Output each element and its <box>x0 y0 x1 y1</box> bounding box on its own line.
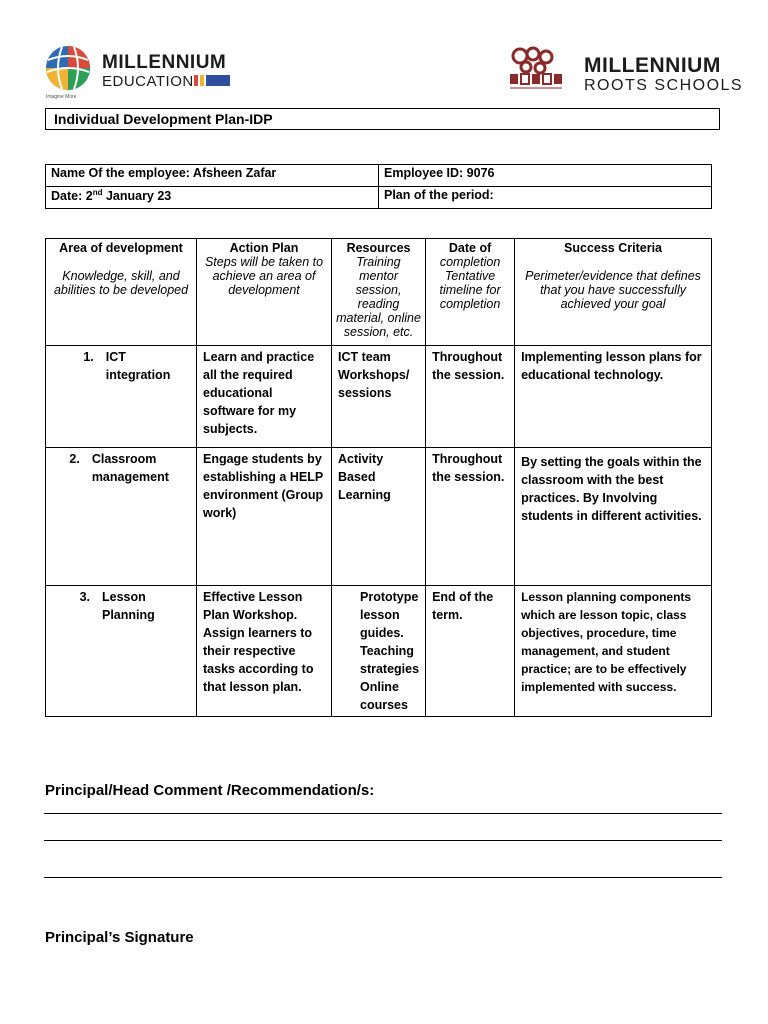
header-title: Success Criteria <box>564 241 663 255</box>
brand-subname: EDUCATION <box>102 73 194 90</box>
date-ordinal: nd <box>92 188 103 197</box>
table-row <box>46 586 712 717</box>
date-cell: End of the term. <box>426 586 515 717</box>
table-row <box>46 346 712 448</box>
row-number: 2. <box>69 452 80 466</box>
table-row <box>46 187 712 209</box>
action-cell: Engage students by establishing a HELP environment (Group work) <box>197 448 332 586</box>
date-prefix: Date: 2 <box>51 189 93 204</box>
action-cell: Learn and practice all the required educational software for my subjects. <box>197 346 332 448</box>
comment-line <box>44 840 722 841</box>
header-success-criteria <box>515 239 712 346</box>
employee-info-table <box>45 164 712 209</box>
employee-name: Name Of the employee: Afsheen Zafar <box>46 165 379 187</box>
resources-cell: ICT team Workshops/ sessions <box>332 346 426 448</box>
area-label: Lesson Planning <box>102 590 155 622</box>
date-field <box>46 187 379 209</box>
area-label: ICT integration <box>105 350 171 382</box>
globe-icon <box>44 44 92 92</box>
resources-cell: Activity Based Learning <box>332 448 426 586</box>
header-resources <box>332 239 426 346</box>
header-subtitle: completion Tentative timeline for completion <box>439 255 501 311</box>
roots-brand-subname: ROOTS SCHOOLS <box>584 77 744 94</box>
date-cell: Throughout the session. <box>426 448 515 586</box>
millennium-education-logo <box>44 42 244 100</box>
header-title: Date of <box>448 241 492 255</box>
header-subtitle: Knowledge, skill, and abilities to be developed <box>53 269 189 297</box>
brand-tagline: Imagine More <box>46 94 77 100</box>
area-cell <box>46 346 197 448</box>
document-title: Individual Development Plan-IDP <box>45 108 720 130</box>
area-label: Classroom management <box>91 452 169 484</box>
date-cell: Throughout the session. <box>426 346 515 448</box>
roots-brand-name: MILLENNIUM <box>584 54 721 77</box>
flag-icon <box>194 75 230 86</box>
table-row <box>46 165 712 187</box>
header-title: Area of development <box>59 241 183 255</box>
header-subtitle: Perimeter/evidence that defines that you have successfully achieved your goal <box>525 269 701 311</box>
success-cell: Lesson planning components which are lesson topic, class objectives, procedure, time management, and student practice; are to be effectively implemented with success. <box>515 586 712 717</box>
brand-name: MILLENNIUM <box>102 52 227 73</box>
comment-line <box>44 877 722 878</box>
action-cell: Effective Lesson Plan Workshop. Assign learners to their respective tasks according to that lesson plan. <box>197 586 332 717</box>
table-header-row <box>46 239 712 346</box>
header-subtitle: Training mentor session, reading material, online session, etc. <box>336 255 421 339</box>
header-action-plan <box>197 239 332 346</box>
roots-emblem-icon <box>506 44 568 90</box>
header-subtitle: Steps will be taken to achieve an area of development <box>204 255 324 297</box>
plan-period: Plan of the period: <box>379 187 712 209</box>
idp-table <box>45 238 712 717</box>
principal-comment-label: Principal/Head Comment /Recommendation/s: <box>45 782 375 799</box>
employee-id: Employee ID: 9076 <box>379 165 712 187</box>
comment-line <box>44 813 722 814</box>
resources-cell: Prototype lesson guides. Teaching strategies Online courses <box>332 586 426 717</box>
success-cell: By setting the goals within the classroom with the best practices. By Involving students in different activities. <box>515 448 712 586</box>
header-date <box>426 239 515 346</box>
millennium-roots-logo <box>506 44 768 94</box>
success-cell: Implementing lesson plans for educational technology. <box>515 346 712 448</box>
date-suffix: January 23 <box>102 189 172 204</box>
row-number: 3. <box>79 590 90 604</box>
area-cell <box>46 586 197 717</box>
principal-signature-label: Principal’s Signature <box>45 929 194 946</box>
table-row <box>46 448 712 586</box>
header-area <box>46 239 197 346</box>
area-cell <box>46 448 197 586</box>
header-title: Action Plan <box>229 241 299 255</box>
header-title: Resources <box>346 241 411 255</box>
row-number: 1. <box>83 350 94 364</box>
